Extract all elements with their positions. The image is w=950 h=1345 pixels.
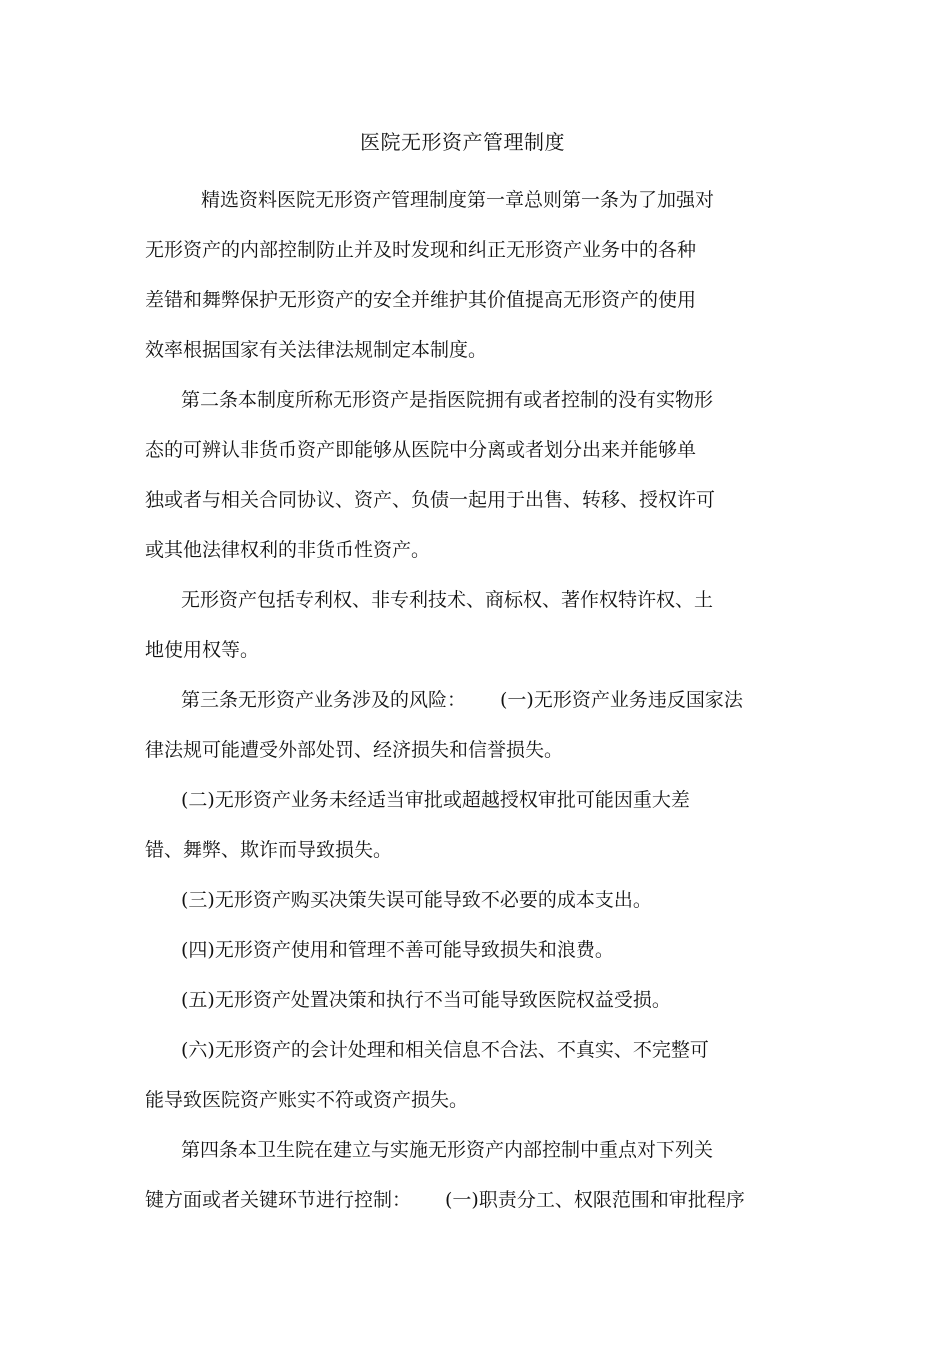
text-segment: 第三条无形资产业务涉及的风险： <box>181 689 467 711</box>
paragraph-risk-5 <box>145 975 795 1025</box>
text-line <box>145 1175 795 1225</box>
paragraph-risk-2 <box>145 775 795 875</box>
text-line: 无形资产包括专利权、非专利技术、商标权、著作权特许权、土 <box>181 589 714 611</box>
text-line: (五)无形资产处置决策和执行不当可能导致医院权益受损。 <box>181 989 671 1011</box>
text-line: 差错和舞弊保护无形资产的安全并维护其价值提高无形资产的使用 <box>145 289 697 311</box>
text-line: 律法规可能遭受外部处罚、经济损失和信誉损失。 <box>145 739 564 761</box>
text-segment: (一)无形资产业务违反国家法 <box>500 689 743 711</box>
text-line: 效率根据国家有关法律法规制定本制度。 <box>145 339 488 361</box>
paragraph-article-3 <box>145 675 795 775</box>
text-line: 或其他法律权利的非货币性资产。 <box>145 539 431 561</box>
text-line: (二)无形资产业务未经适当审批或超越授权审批可能因重大差 <box>181 789 690 811</box>
paragraph-general-provisions <box>145 175 795 375</box>
text-line: 精选资料医院无形资产管理制度第一章总则第一条为了加强对 <box>201 189 715 211</box>
text-line: 无形资产的内部控制防止并及时发现和纠正无形资产业务中的各种 <box>145 239 697 261</box>
text-line: 错、舞弊、欺诈而导致损失。 <box>145 839 393 861</box>
paragraph-risk-4 <box>145 925 795 975</box>
text-line: 独或者与相关合同协议、资产、负债一起用于出售、转移、授权许可 <box>145 489 716 511</box>
text-line: 地使用权等。 <box>145 639 260 661</box>
text-segment: 键方面或者关键环节进行控制： <box>145 1189 412 1211</box>
text-line: 能导致医院资产账实不符或资产损失。 <box>145 1089 469 1111</box>
paragraph-risk-6 <box>145 1025 795 1125</box>
text-line: 第四条本卫生院在建立与实施无形资产内部控制中重点对下列关 <box>181 1139 714 1161</box>
text-line: (三)无形资产购买决策失误可能导致不必要的成本支出。 <box>181 889 652 911</box>
text-line: 态的可辨认非货币资产即能够从医院中分离或者划分出来并能够单 <box>145 439 697 461</box>
text-line <box>145 675 795 725</box>
document-body <box>145 175 795 1225</box>
text-line: (六)无形资产的会计处理和相关信息不合法、不真实、不完整可 <box>181 1039 709 1061</box>
paragraph-article-4 <box>145 1125 795 1225</box>
text-line: (四)无形资产使用和管理不善可能导致损失和浪费。 <box>181 939 614 961</box>
paragraph-scope <box>145 575 795 675</box>
paragraph-risk-3 <box>145 875 795 925</box>
paragraph-article-2 <box>145 375 795 575</box>
text-segment: (一)职责分工、权限范围和审批程序 <box>445 1189 745 1211</box>
document-title: 医院无形资产管理制度 <box>360 130 565 154</box>
text-line: 第二条本制度所称无形资产是指医院拥有或者控制的没有实物形 <box>181 389 714 411</box>
